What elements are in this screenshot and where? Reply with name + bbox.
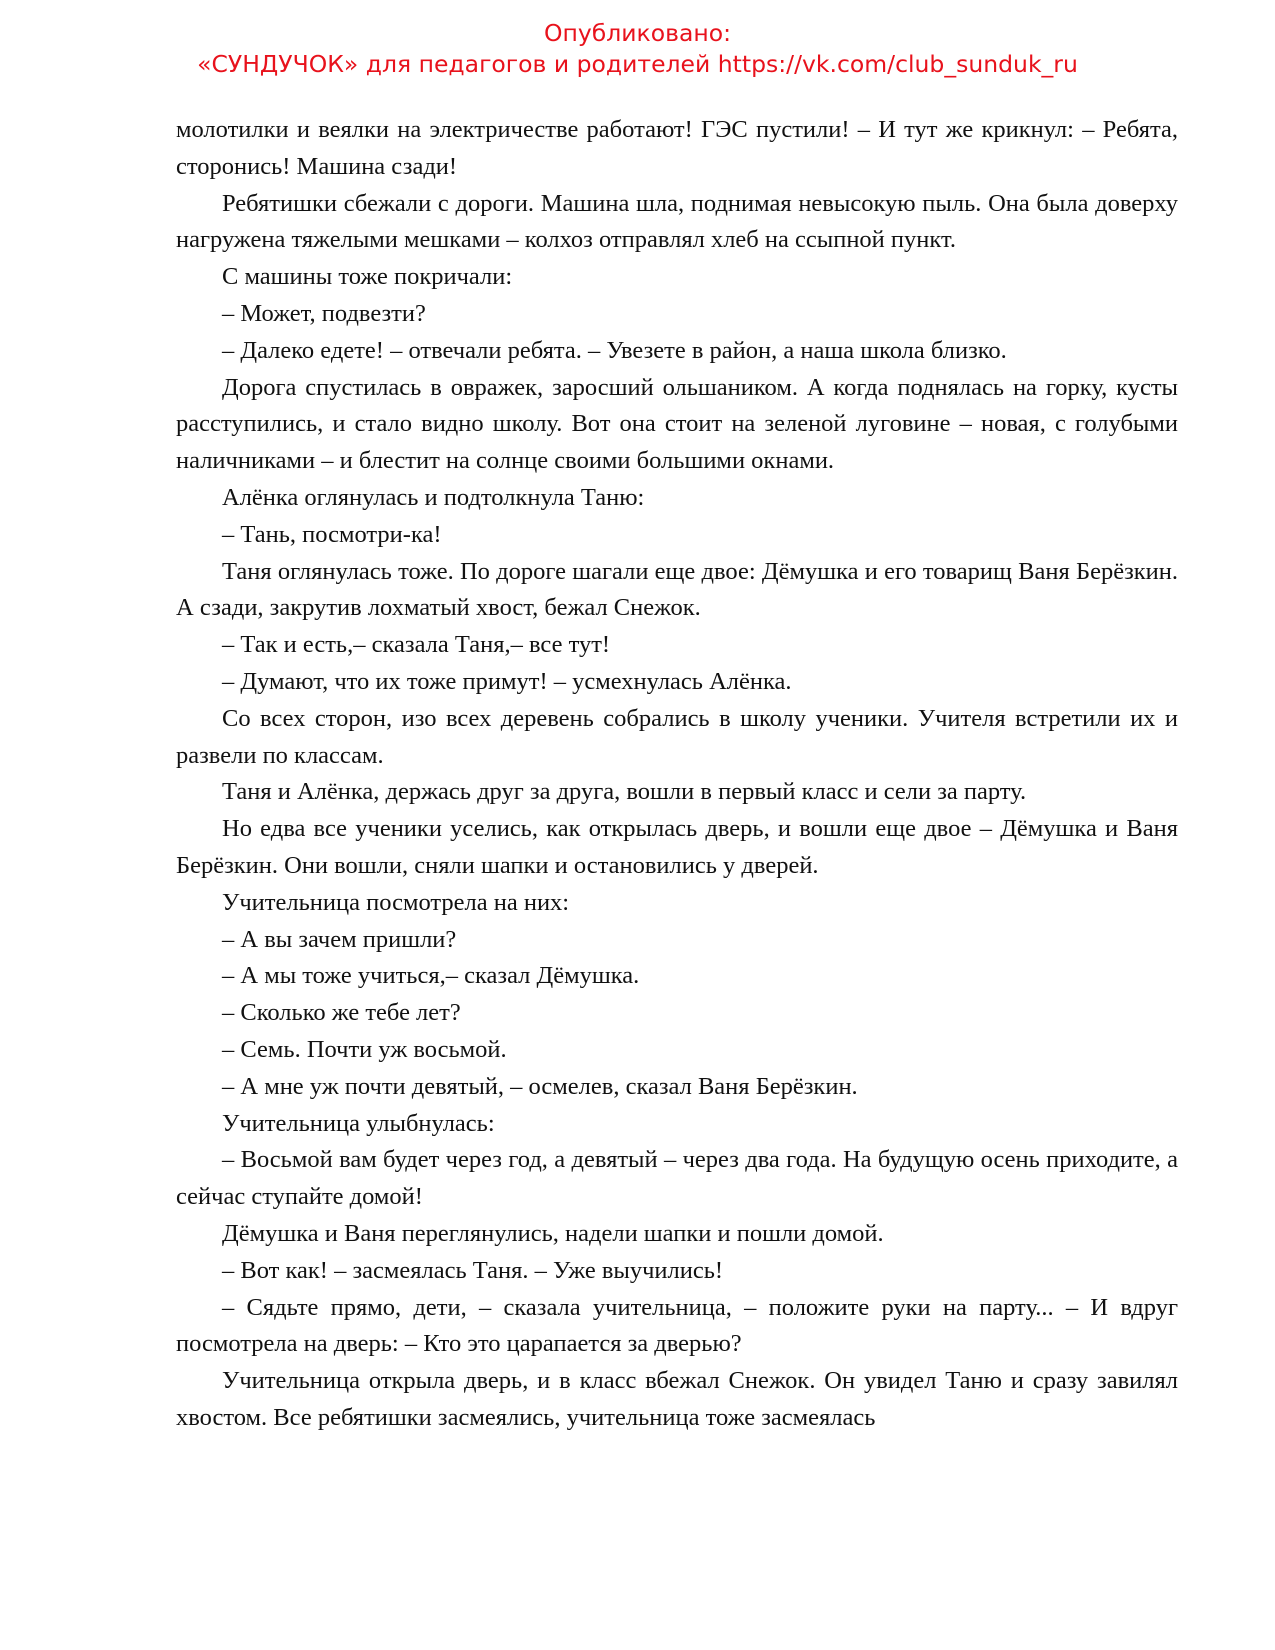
paragraph: – Так и есть,– сказала Таня,– все тут! — [222, 631, 611, 659]
published-label: Опубликовано: — [543, 19, 732, 47]
paragraph: – Далеко едете! – отвечали ребята. – Увезете в район, а наша школа близко. — [222, 336, 1007, 364]
paragraph: С машины тоже покричали: — [222, 263, 513, 291]
publication-header — [0, 18, 1275, 80]
paragraph: – Может, подвезти? — [222, 299, 426, 327]
paragraph: – А вы зачем пришли? — [222, 925, 457, 953]
paragraph: – А мне уж почти девятый, – осмелев, сказал Ваня Берёзкин. — [222, 1072, 858, 1100]
paragraph: Но едва все ученики уселись, как открылась дверь, и вошли еще двое – Дёмушка и Ваня Берёзкин. Они вошли, сняли шапки и остановились у дверей. — [176, 815, 1178, 879]
paragraph: – Вот как! – засмеялась Таня. – Уже выучились! — [222, 1256, 724, 1284]
paragraph: Дорога спустилась в овражек, заросший ольшаником. А когда поднялась на горку, кусты расступились, и стало видно школу. Вот она стоит на зеленой луговине – новая, с голубыми наличниками – и блестит на солнце своими большими окнами. — [176, 373, 1178, 475]
paragraph: – Восьмой вам будет через год, а девятый – через два года. На будущую осень приходите, а сейчас ступайте домой! — [176, 1146, 1178, 1211]
paragraph: – Семь. Почти уж восьмой. — [222, 1035, 507, 1063]
paragraph: Таня оглянулась тоже. По дороге шагали еще двое: Дёмушка и его товарищ Ваня Берёзкин. А сзади, закрутив лохматый хвост, бежал Снежок. — [176, 557, 1178, 622]
paragraph: Учительница посмотрела на них: — [222, 888, 570, 916]
paragraph: – Сядьте прямо, дети, – сказала учительница, – положите руки на парту... – И вдруг посмотрела на дверь: – Кто это царапается за дверью? — [176, 1293, 1178, 1358]
paragraph: Учительница улыбнулась: — [222, 1109, 495, 1137]
paragraph: Дёмушка и Ваня переглянулись, надели шапки и пошли домой. — [222, 1219, 884, 1247]
paragraph: Учительница открыла дверь, и в класс вбежал Снежок. Он увидел Таню и сразу завилял хвостом. Все ребятишки засмеялись, учительница тоже засмеялась — [176, 1367, 1178, 1431]
paragraph: Ребятишки сбежали с дороги. Машина шла, поднимая невысокую пыль. Она была доверху нагружена тяжелыми мешками – колхоз отправлял хлеб на ссыпной пункт. — [176, 189, 1178, 254]
paragraph: Алёнка оглянулась и подтолкнула Таню: — [222, 483, 645, 511]
paragraph: – Тань, посмотри-ка! — [222, 520, 442, 548]
paragraph: – Сколько же тебе лет? — [222, 999, 461, 1027]
paragraph: Таня и Алёнка, держась друг за друга, вошли в первый класс и сели за парту. — [222, 778, 1027, 806]
paragraph: молотилки и веялки на электричестве работают! ГЭС пустили! – И тут же крикнул: – Ребята, сторонись! Машина сзади! — [176, 116, 1178, 180]
paragraph: – Думают, что их тоже примут! – усмехнулась Алёнка. — [222, 667, 792, 695]
publisher-line: «СУНДУЧОК» для педагогов и родителей https://vk.com/club_sunduk_ru — [197, 50, 1078, 78]
story-text — [176, 112, 1178, 1437]
paragraph: Со всех сторон, изо всех деревень собрались в школу ученики. Учителя встретили их и развели по классам. — [176, 704, 1178, 769]
paragraph: – А мы тоже учиться,– сказал Дёмушка. — [222, 962, 640, 990]
